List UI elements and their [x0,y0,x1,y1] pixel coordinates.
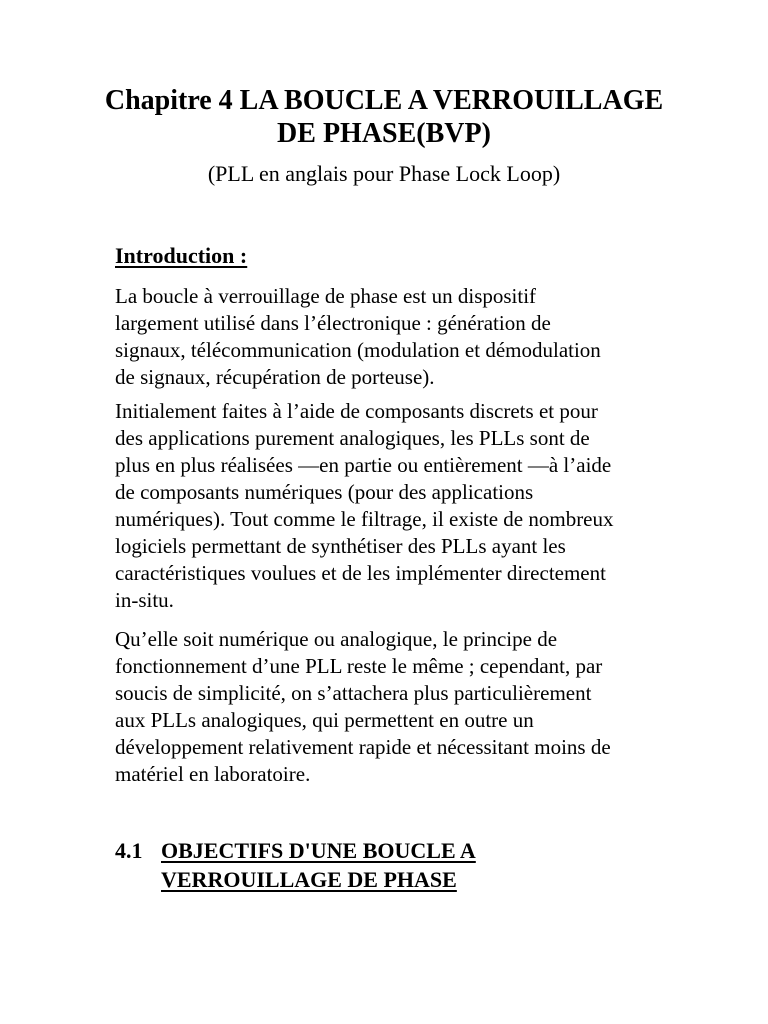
paragraph-line: La boucle à verrouillage de phase est un dispositif [115,284,537,308]
paragraph-2 [115,398,675,614]
paragraph-line: développement relativement rapide et nécessitant moins de [115,735,611,759]
section-number: 4.1 [115,838,143,863]
paragraph-line: plus en plus réalisées —en partie ou entièrement —à l’aide [115,453,612,477]
paragraph-line: numériques). Tout comme le filtrage, il existe de nombreux [115,507,614,531]
paragraph-line: fonctionnement d’une PLL reste le même ; cependant, par [115,654,603,678]
paragraph-line: Qu’elle soit numérique ou analogique, le principe de [115,627,558,651]
section-title-line-2: VERROUILLAGE DE PHASE [161,867,457,892]
section-title-line-1: OBJECTIFS D'UNE BOUCLE A [161,838,476,863]
page-subtitle: (PLL en anglais pour Phase Lock Loop) [207,161,561,186]
paragraph-line: signaux, télécommunication (modulation et démodulation [115,338,601,362]
title-line-1: Chapitre 4 LA BOUCLE A VERROUILLAGE [104,85,664,116]
paragraph-line: in-situ. [115,588,174,612]
paragraph-line: matériel en laboratoire. [115,762,311,786]
paragraph-1 [115,283,675,391]
paragraph-line: de signaux, récupération de porteuse). [115,365,435,389]
page-title [0,84,768,150]
paragraph-line: soucis de simplicité, on s’attachera plus particulièrement [115,681,592,705]
paragraph-line: logiciels permettant de synthétiser des PLLs ayant les [115,534,566,558]
paragraph-line: aux PLLs analogiques, qui permettent en outre un [115,708,534,732]
introduction-heading: Introduction : [115,243,248,268]
paragraph-line: largement utilisé dans l’électronique : génération de [115,311,551,335]
paragraph-line: des applications purement analogiques, les PLLs sont de [115,426,590,450]
paragraph-line: Initialement faites à l’aide de composants discrets et pour [115,399,598,423]
section-title [161,836,476,894]
paragraph-3 [115,626,675,788]
paragraph-line: de composants numériques (pour des applications [115,480,534,504]
paragraph-line: caractéristiques voulues et de les implémenter directement [115,561,606,585]
title-line-2: DE PHASE(BVP) [277,118,491,149]
